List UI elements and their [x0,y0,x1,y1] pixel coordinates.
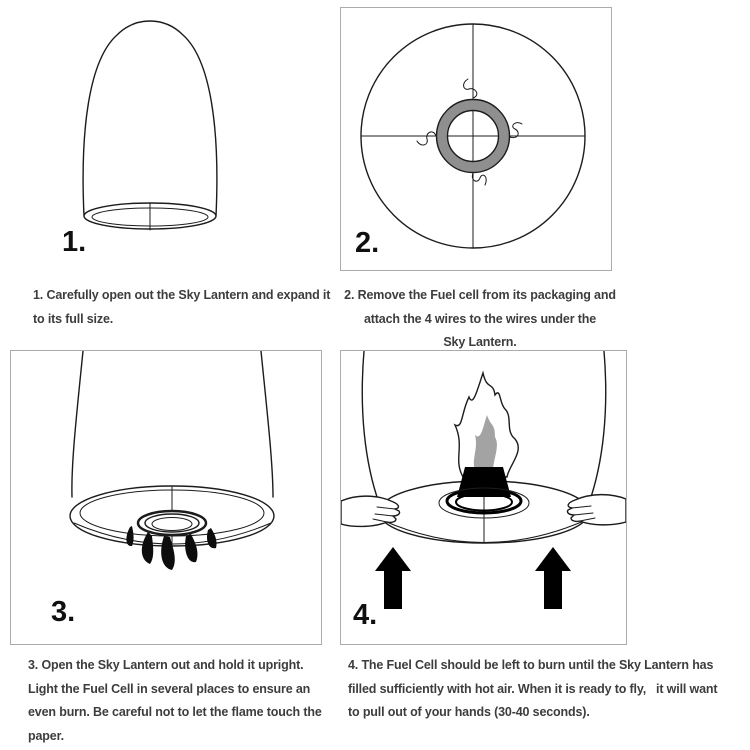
up-arrow-right [535,547,571,609]
caption-line: 3. Open the Sky Lantern out and hold it upright. [28,658,304,672]
caption-line: even burn. Be careful not to let the flame touch the [28,705,322,719]
left-hand [341,496,400,526]
step3-panel [10,350,322,645]
caption-line: attach the 4 wires to the wires under the [363,311,597,326]
caption-line: to pull out of your hands (30-40 seconds). [348,705,590,719]
lantern-filling-illustration [341,351,626,644]
step2-number: 2. [355,227,380,259]
step4-caption [348,654,748,725]
wire-top [464,79,477,98]
step2-caption [344,284,616,355]
caption-line: Light the Fuel Cell in several places to ensure an [28,681,311,696]
wire-right [510,123,522,138]
wire-left [417,132,436,145]
caption-line: 2. Remove the Fuel cell from its packaging and [344,288,616,302]
caption-line: 4. The Fuel Cell should be left to burn until the Sky Lantern has [348,658,714,672]
step1-number: 1. [62,226,87,258]
step3-number: 3. [51,596,76,628]
caption-line: Sky Lantern. [443,335,517,349]
step4-number: 4. [353,599,378,631]
caption-line: 1. Carefully open out the Sky Lantern and expand it [33,288,331,302]
step1-panel [40,5,300,275]
step4-panel [340,350,627,645]
fuel-cell-with-wires-illustration [341,8,611,270]
wire-bottom [472,173,486,185]
caption-line: to its full size. [33,311,114,326]
step3-caption [28,654,343,748]
step2-panel [340,7,612,271]
caption-line: paper. [28,728,64,743]
caption-line: filled sufficiently with hot air. When it is ready to fly, it will want [348,681,718,696]
right-hand [567,495,626,525]
step1-caption [33,284,338,331]
sky-lantern-expanded-illustration [55,10,275,255]
up-arrow-left [375,547,411,609]
